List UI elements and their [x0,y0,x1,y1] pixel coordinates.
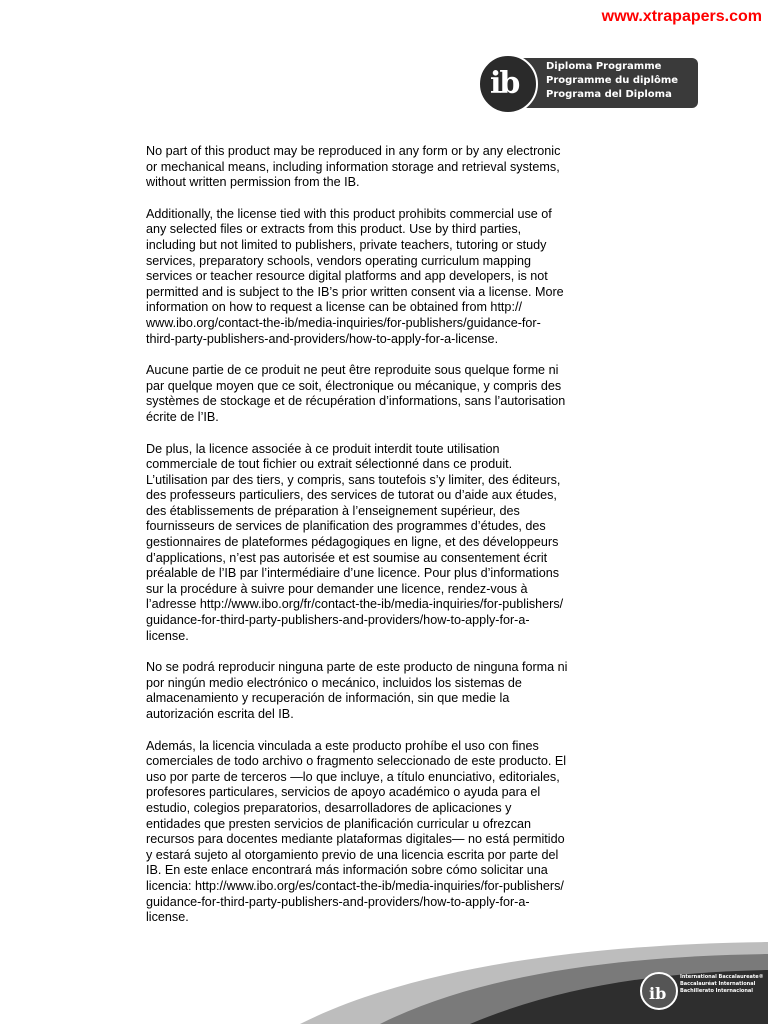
logo-text [546,60,678,102]
logo-line-en: Diploma Programme [546,61,662,72]
paragraph-en-1: No part of this product may be reproduced in any form or by any electronic or mechanical means, including information storage and retrieval systems, without written permission from the IB. [146,144,561,190]
ib-footer-icon [640,972,678,1010]
paragraph-es-1: No se podrá reproducir ninguna parte de este producto de ninguna forma ni por ningún medio electrónico o mecánico, incluidos los sistemas de almacenamiento y recuperación de información, sin que medie la autorización escrita del IB. [146,660,568,721]
ib-footer-logo [640,968,766,1012]
paragraph-fr-2: De plus, la licence associée à ce produit interdit toute utilisation commerciale de tout fichier ou extrait sélectionné dans ce produit. L’utilisation par des tiers, y compris, sans toutefois s’y limiter, des éditeurs, des professeurs particuliers, des services de tutorat ou d’aide aux études, des établissements de préparation à l’enseignement supérieur, des fournisseurs de services de planification des programmes d’études, des gestionnaires de plateformes pédagogiques en ligne, et des développeurs d’applications, n’est pas autorisée et est soumise au consentement écrit préalable de l’IB par l’intermédiaire d’une licence. Pour plus d’informations sur la procédure à suivre pour demander une licence, rendez-vous à l’adresse http://www.ibo.org/fr/contact-the-ib/media-inquiries/for-publishers/ guidance-for-third-party-publishers-and-providers/how-to-apply-for-a- license. [146,441,564,643]
footer-logo-text [680,974,764,995]
logo-mark: ib [490,66,519,101]
footer-logo-line-fr: Baccalauréat International [680,981,756,987]
paragraph-fr-1: Aucune partie de ce produit ne peut être reproduite sous quelque forme ni par quelque moyen que ce soit, électronique ou mécanique, y compris des systèmes de stockage et de récupération d’informations, sans l’autorisation écrite de l’IB. [146,363,566,424]
logo-line-es: Programa del Diploma [546,89,672,100]
footer-logo-line-en: International Baccalaureate® [680,974,764,980]
license-text [146,144,626,942]
ib-diploma-logo [478,54,700,114]
paragraph-en-2: Additionally, the license tied with this product prohibits commercial use of any selected files or extracts from this product. Use by third parties, including but not limited to publishers, private teachers, tutoring or study services, preparatory schools, vendors operating curriculum mapping services or teacher resource digital platforms and app developers, is not permitted and is subject to the IB’s prior written consent via a license. More information on how to request a license can be obtained from http:// www.ibo.org/contact-the-ib/media-inquiries/for-publishers/guidance-for- third-party-publishers-and-providers/how-to-apply-for-a-license. [146,206,564,346]
paragraph-es-2: Además, la licencia vinculada a este producto prohíbe el uso con fines comerciales de todo archivo o fragmento seleccionado de este producto. El uso por parte de terceros —lo que incluye, a título enunciativo, editoriales, profesores particulares, servicios de apoyo académico o ayuda para el estudio, colegios preparatorios, desarrolladores de aplicaciones y entidades que presten servicios de planificación curricular u ofrezcan recursos para docentes mediante plataformas digitales— no está permitido y estará sujeto al otorgamiento previo de una licencia escrita por parte del IB. En este enlace encontrará más información sobre cómo solicitar una licencia: http://www.ibo.org/es/contact-the-ib/media-inquiries/for-publishers/ guidance-for-third-party-publishers-and-providers/how-to-apply-for-a- license. [146,738,567,925]
watermark-link[interactable]: www.xtrapapers.com [601,8,762,25]
ib-logo-icon [478,54,538,114]
footer-logo-line-es: Bachillerato Internacional [680,988,754,994]
footer-logo-mark: ib [649,984,667,1003]
logo-line-fr: Programme du diplôme [546,75,679,86]
